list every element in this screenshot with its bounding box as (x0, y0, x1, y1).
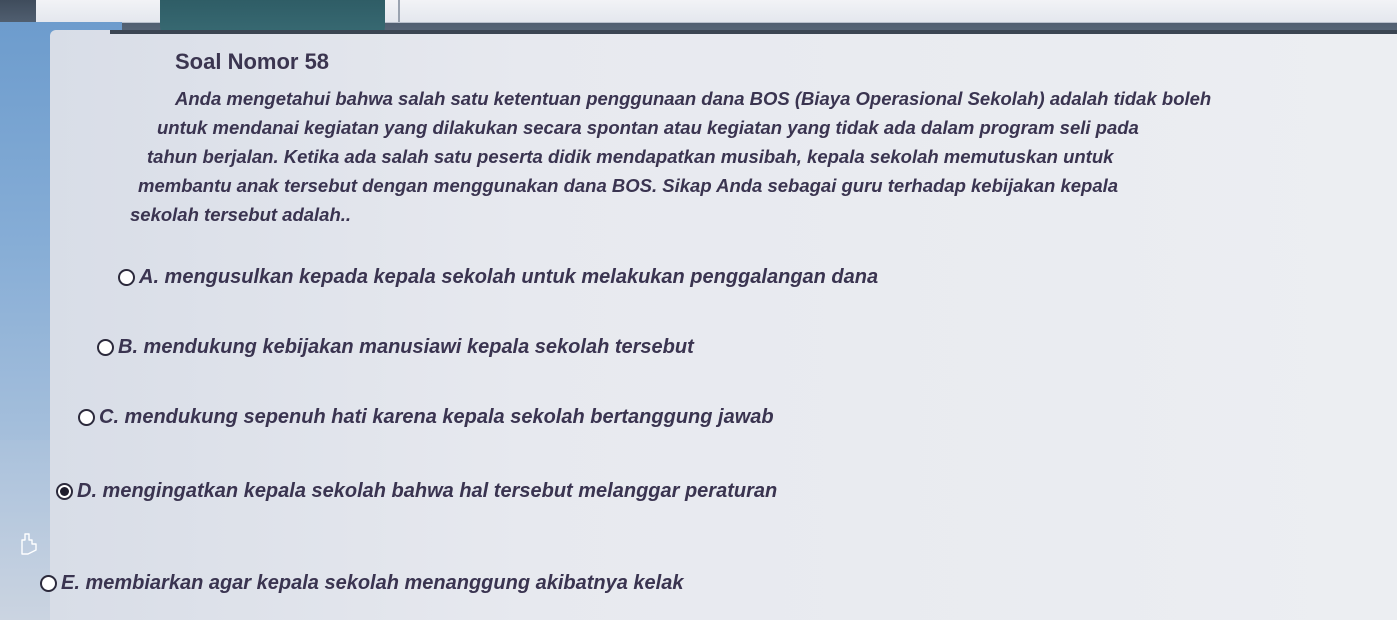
radio-button[interactable] (40, 575, 57, 592)
answer-option-label: E. membiarkan agar kepala sekolah menanggung akibatnya kelak (61, 572, 684, 594)
question-title: Soal Nomor 58 (175, 49, 330, 74)
answer-option-d[interactable] (56, 480, 777, 503)
radio-button[interactable] (97, 339, 114, 356)
answer-option-c[interactable] (78, 406, 774, 429)
question-text-line: Anda mengetahui bahwa salah satu ketentuan penggunaan dana BOS (Biaya Operasional Sekolah) adalah tidak boleh (175, 88, 1212, 109)
mouse-pointer-icon (18, 530, 42, 556)
answer-option-label: B. mendukung kebijakan manusiawi kepala sekolah tersebut (118, 336, 694, 358)
radio-button[interactable] (78, 409, 95, 426)
question-text-line: untuk mendanai kegiatan yang dilakukan secara spontan atau kegiatan yang tidak ada dalam program seli pada (157, 117, 1139, 138)
answer-option-label: C. mendukung sepenuh hati karena kepala sekolah bertanggung jawab (99, 406, 774, 428)
radio-button[interactable] (118, 269, 135, 286)
card-top-edge (110, 30, 1397, 34)
radio-button-selected[interactable] (56, 483, 73, 500)
question-text-line: membantu anak tersebut dengan menggunakan dana BOS. Sikap Anda sebagai guru terhadap kebijakan kepala (138, 175, 1119, 196)
answer-option-b[interactable] (97, 336, 694, 359)
question-text-line: tahun berjalan. Ketika ada salah satu peserta didik mendapatkan musibah, kepala sekolah memutuskan untuk (147, 146, 1114, 167)
answer-option-label: A. mengusulkan kepada kepala sekolah untuk melakukan penggalangan dana (139, 266, 879, 288)
question-text-line: sekolah tersebut adalah.. (130, 204, 352, 225)
answer-option-label: D. mengingatkan kepala sekolah bahwa hal tersebut melanggar peraturan (77, 480, 778, 502)
answer-option-e[interactable] (40, 572, 683, 595)
top-bar-divider (398, 0, 400, 22)
answer-option-a[interactable] (118, 266, 878, 289)
